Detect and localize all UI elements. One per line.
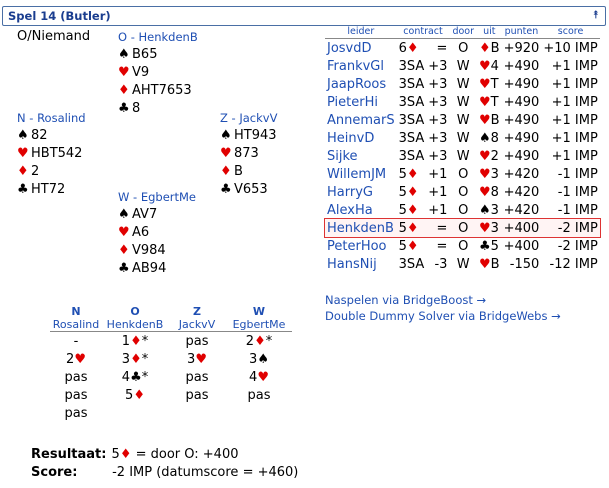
declarer: W bbox=[456, 130, 470, 146]
player-link[interactable]: AnnemarS bbox=[327, 112, 395, 128]
west-spades: 82 bbox=[31, 128, 48, 143]
result-level: 5 bbox=[111, 447, 120, 462]
club-icon: ♣ bbox=[130, 369, 142, 385]
bid-cell bbox=[50, 386, 102, 404]
player-link[interactable]: WillemJM bbox=[327, 166, 387, 182]
overtricks: +3 bbox=[428, 76, 448, 92]
contract-level: 5 bbox=[398, 202, 407, 218]
south-spades: AV7 bbox=[132, 207, 158, 222]
heart-icon: ♥ bbox=[479, 94, 491, 110]
heart-icon: ♥ bbox=[257, 369, 269, 385]
overtricks: -3 bbox=[434, 256, 448, 272]
imp-score: -1 IMP bbox=[557, 184, 598, 200]
bid-seat-n: N bbox=[71, 305, 81, 318]
lead-suit bbox=[477, 75, 491, 93]
lead-card: 8 bbox=[490, 184, 499, 200]
collapse-icon[interactable]: ⯭ bbox=[592, 8, 599, 21]
heart-icon: ♥ bbox=[479, 220, 491, 236]
west-hearts: HBT542 bbox=[31, 146, 83, 161]
title-bar bbox=[2, 6, 606, 26]
declarer: O bbox=[458, 40, 469, 56]
bid-value: pas bbox=[64, 387, 88, 403]
results-row bbox=[325, 201, 600, 219]
contract-cell bbox=[397, 39, 427, 58]
south-clubs: AB94 bbox=[132, 261, 167, 276]
club-icon: ♣ bbox=[118, 101, 130, 116]
overtricks: +3 bbox=[428, 58, 448, 74]
declarer: O bbox=[458, 184, 469, 200]
contract-cell bbox=[397, 237, 427, 255]
diamond-icon: ♦ bbox=[254, 333, 266, 349]
contract-level: 6 bbox=[398, 40, 407, 56]
contract-cell bbox=[397, 93, 427, 111]
contract-cell bbox=[397, 183, 427, 201]
overtricks: +3 bbox=[428, 112, 448, 128]
diamond-icon: ♦ bbox=[220, 164, 232, 179]
overtricks: +3 bbox=[428, 148, 448, 164]
overtricks: = bbox=[436, 238, 448, 254]
lead-card: T bbox=[490, 76, 499, 92]
bid-cell bbox=[226, 332, 292, 351]
bid-value: 2 bbox=[66, 351, 75, 367]
bid-cell bbox=[102, 350, 168, 368]
heart-icon: ♥ bbox=[479, 112, 491, 128]
east-hearts: 873 bbox=[234, 146, 259, 161]
diamond-icon: ♦ bbox=[130, 333, 142, 349]
points: +490 bbox=[503, 130, 540, 146]
declarer: W bbox=[456, 58, 470, 74]
lead-card: 3 bbox=[490, 166, 499, 182]
lead-card: 3 bbox=[491, 219, 502, 237]
bid-round bbox=[50, 386, 292, 404]
player-name-south: W - EgbertMe bbox=[118, 190, 197, 204]
bid-cell bbox=[226, 368, 292, 386]
contract-cell bbox=[397, 75, 427, 93]
bid-cell bbox=[226, 404, 292, 422]
lead-suit bbox=[477, 237, 491, 255]
bid-round bbox=[50, 332, 292, 351]
results-row bbox=[325, 255, 600, 273]
south-hearts: A6 bbox=[132, 225, 150, 240]
lead-suit bbox=[477, 111, 491, 129]
diamond-icon: ♦ bbox=[130, 351, 142, 367]
contract-level: 3SA bbox=[398, 256, 425, 272]
spade-icon: ♠ bbox=[257, 351, 269, 367]
contract-cell bbox=[397, 219, 427, 237]
heart-icon: ♥ bbox=[479, 184, 491, 200]
bid-value: 3 bbox=[249, 351, 258, 367]
alert-mark: * bbox=[141, 369, 149, 385]
contract-cell bbox=[397, 165, 427, 183]
col-header-score: score bbox=[541, 25, 599, 39]
overtricks: +3 bbox=[428, 130, 448, 146]
bid-cell bbox=[102, 404, 168, 422]
lead-suit bbox=[477, 201, 491, 219]
points: +490 bbox=[503, 58, 540, 74]
bid-cell bbox=[102, 332, 168, 351]
alert-mark: * bbox=[265, 333, 273, 349]
imp-score: -1 IMP bbox=[557, 166, 598, 182]
bid-cell bbox=[50, 332, 102, 351]
east-diamonds: B bbox=[234, 164, 243, 179]
lead-suit bbox=[477, 39, 491, 58]
imp-score: -1 IMP bbox=[557, 202, 598, 218]
bid-round bbox=[50, 404, 292, 422]
link-dds[interactable]: Double Dummy Solver via BridgeWebs → bbox=[325, 309, 561, 323]
south-diamonds: V984 bbox=[132, 243, 166, 258]
bid-cell bbox=[50, 404, 102, 422]
score-label: Score: bbox=[31, 465, 78, 480]
west-clubs: HT72 bbox=[31, 182, 66, 197]
heart-icon: ♥ bbox=[479, 58, 491, 74]
diamond-icon: ♦ bbox=[119, 447, 132, 462]
bid-value: 2 bbox=[245, 333, 255, 349]
points: +400 bbox=[503, 220, 540, 236]
points: +920 bbox=[503, 40, 540, 56]
bid-value: 3 bbox=[187, 351, 196, 367]
player-link[interactable]: HenkdenB bbox=[325, 219, 397, 237]
bid-seat-z: Z bbox=[193, 305, 201, 318]
bid-cell bbox=[168, 386, 226, 404]
result-label: Resultaat: bbox=[31, 447, 107, 462]
page-title: Spel 14 (Butler) bbox=[8, 9, 111, 23]
results-row bbox=[325, 237, 600, 255]
player-link[interactable]: AlexHa bbox=[327, 202, 373, 218]
bid-value: 5 bbox=[125, 387, 134, 403]
col-header-door: door bbox=[449, 25, 477, 39]
player-name-north: O - HenkdenB bbox=[118, 30, 198, 44]
bid-cell bbox=[226, 350, 292, 368]
contract-level: 5 bbox=[398, 220, 407, 236]
contract-cell bbox=[397, 201, 427, 219]
diamond-icon: ♦ bbox=[406, 202, 419, 218]
overtricks: = bbox=[426, 219, 449, 237]
bid-value: pas bbox=[185, 333, 209, 349]
diamond-icon: ♦ bbox=[118, 83, 130, 98]
north-diamonds: AHT7653 bbox=[132, 83, 192, 98]
diamond-icon: ♦ bbox=[406, 238, 419, 254]
east-spades: HT943 bbox=[234, 128, 277, 143]
results-row bbox=[325, 93, 600, 111]
contract-level: 3SA bbox=[398, 94, 425, 110]
lead-suit bbox=[477, 147, 491, 165]
player-link[interactable]: FrankvGl bbox=[327, 58, 384, 74]
col-header-contract: contract bbox=[397, 25, 450, 39]
heart-icon: ♥ bbox=[479, 256, 491, 272]
results-row bbox=[325, 147, 600, 165]
bid-cell bbox=[168, 350, 226, 368]
player-link[interactable]: JosvdD bbox=[327, 40, 372, 56]
east-clubs: V653 bbox=[234, 182, 268, 197]
diamond-icon: ♦ bbox=[17, 164, 29, 179]
points: +490 bbox=[503, 112, 540, 128]
points: +420 bbox=[503, 184, 540, 200]
player-link[interactable]: Sijke bbox=[327, 148, 358, 164]
club-icon: ♣ bbox=[118, 261, 130, 276]
bid-seat-o: O bbox=[130, 305, 140, 318]
diamond-icon: ♦ bbox=[133, 387, 145, 403]
declarer: W bbox=[456, 256, 470, 272]
bid-player-w: EgbertMe bbox=[226, 318, 292, 332]
club-icon: ♣ bbox=[17, 182, 29, 197]
lead-card: 4 bbox=[490, 58, 499, 74]
bid-player-z: JackvV bbox=[168, 318, 226, 332]
points: +400 bbox=[503, 238, 540, 254]
hand-south bbox=[118, 190, 196, 278]
spade-icon: ♠ bbox=[220, 128, 232, 143]
heart-icon: ♥ bbox=[479, 76, 491, 92]
west-diamonds: 2 bbox=[31, 164, 40, 179]
points: -150 bbox=[509, 256, 540, 272]
score-line bbox=[31, 461, 298, 480]
hand-north bbox=[118, 30, 198, 118]
bid-value: pas bbox=[185, 369, 209, 385]
results-row bbox=[325, 219, 600, 237]
results-header bbox=[325, 25, 600, 39]
bid-value: 4 bbox=[121, 369, 131, 385]
heart-icon: ♥ bbox=[479, 148, 491, 164]
results-row bbox=[325, 129, 600, 147]
north-hearts: V9 bbox=[132, 65, 150, 80]
bid-seat-w: W bbox=[252, 305, 266, 318]
bidding-table bbox=[50, 305, 292, 422]
contract-level: 5 bbox=[398, 184, 407, 200]
diamond-icon: ♦ bbox=[406, 184, 419, 200]
club-icon: ♣ bbox=[220, 182, 232, 197]
imp-score: +10 IMP bbox=[543, 40, 598, 56]
results-row bbox=[325, 165, 600, 183]
declarer: O bbox=[449, 219, 477, 237]
lead-suit bbox=[477, 183, 491, 201]
lead-suit bbox=[477, 129, 491, 147]
contract-level: 3SA bbox=[398, 58, 425, 74]
club-icon: ♣ bbox=[479, 238, 491, 254]
dealer-vulnerability: O/Niemand bbox=[17, 29, 91, 44]
lead-card: 8 bbox=[490, 130, 499, 146]
bid-value: pas bbox=[64, 369, 88, 385]
lead-card: 5 bbox=[490, 238, 499, 254]
heart-icon: ♥ bbox=[220, 146, 232, 161]
results-row bbox=[325, 75, 600, 93]
imp-score: +1 IMP bbox=[551, 76, 598, 92]
points: +490 bbox=[503, 94, 540, 110]
lead-card: 2 bbox=[490, 148, 499, 164]
spade-icon: ♠ bbox=[479, 202, 491, 218]
bid-value: 4 bbox=[249, 369, 258, 385]
lead-suit bbox=[477, 255, 491, 273]
lead-card: B bbox=[490, 256, 500, 272]
alert-mark: * bbox=[141, 351, 149, 367]
bid-value: 3 bbox=[121, 351, 131, 367]
north-spades: B65 bbox=[132, 47, 158, 62]
lead-suit bbox=[477, 165, 491, 183]
bid-value: - bbox=[73, 333, 79, 349]
overtricks: = bbox=[436, 40, 448, 56]
lead-card: T bbox=[490, 94, 499, 110]
bid-cell bbox=[50, 350, 102, 368]
declarer: O bbox=[458, 238, 469, 254]
overtricks: +1 bbox=[428, 166, 448, 182]
contract-cell bbox=[397, 255, 427, 273]
player-link[interactable]: JaapRoos bbox=[327, 76, 387, 92]
bid-cell bbox=[102, 386, 168, 404]
imp-score: +1 IMP bbox=[551, 58, 598, 74]
player-link[interactable]: PieterHi bbox=[327, 94, 378, 110]
bid-cell bbox=[226, 386, 292, 404]
points: +490 bbox=[503, 148, 540, 164]
contract-level: 3SA bbox=[398, 148, 425, 164]
points: +420 bbox=[503, 166, 540, 182]
points: +420 bbox=[503, 202, 540, 218]
contract-level: 3SA bbox=[398, 76, 425, 92]
diamond-icon: ♦ bbox=[406, 220, 419, 236]
heart-icon: ♥ bbox=[74, 351, 86, 367]
contract-level: 3SA bbox=[398, 130, 425, 146]
imp-score: +1 IMP bbox=[551, 148, 598, 164]
imp-score: -12 IMP bbox=[549, 256, 598, 272]
contract-level: 3SA bbox=[398, 112, 425, 128]
heart-icon: ♥ bbox=[118, 65, 130, 80]
bid-value: 1 bbox=[121, 333, 131, 349]
heart-icon: ♥ bbox=[118, 225, 130, 240]
bid-player-n: Rosalind bbox=[50, 318, 102, 332]
diamond-icon: ♦ bbox=[406, 166, 419, 182]
hand-east bbox=[220, 111, 277, 199]
col-header-punten: punten bbox=[502, 25, 542, 39]
imp-score: +1 IMP bbox=[551, 112, 598, 128]
bid-cell bbox=[102, 368, 168, 386]
declarer: W bbox=[456, 112, 470, 128]
alert-mark: * bbox=[141, 333, 149, 349]
bid-round bbox=[50, 368, 292, 386]
score-value: -2 IMP (datumscore = +460) bbox=[112, 465, 299, 480]
diamond-icon: ♦ bbox=[406, 40, 419, 56]
bid-round bbox=[50, 350, 292, 368]
spade-icon: ♠ bbox=[118, 47, 130, 62]
heart-icon: ♥ bbox=[195, 351, 207, 367]
imp-score: -2 IMP bbox=[541, 219, 599, 237]
results-row bbox=[325, 57, 600, 75]
diamond-icon: ♦ bbox=[479, 40, 491, 56]
bid-value: pas bbox=[185, 387, 209, 403]
imp-score: +1 IMP bbox=[551, 94, 598, 110]
bid-cell bbox=[168, 368, 226, 386]
spade-icon: ♠ bbox=[118, 207, 130, 222]
contract-cell bbox=[397, 57, 427, 75]
lead-suit bbox=[477, 57, 491, 75]
contract-cell bbox=[397, 147, 427, 165]
overtricks: +1 bbox=[428, 202, 448, 218]
player-link[interactable]: HeinvD bbox=[327, 130, 375, 146]
results-row bbox=[325, 183, 600, 201]
results-row bbox=[325, 39, 600, 58]
result-detail: = door O: +400 bbox=[131, 447, 239, 462]
col-header-uit: uit bbox=[477, 25, 502, 39]
overtricks: +1 bbox=[428, 184, 448, 200]
declarer: W bbox=[456, 148, 470, 164]
north-clubs: 8 bbox=[132, 101, 141, 116]
player-name-west: N - Rosalind bbox=[17, 111, 86, 125]
imp-score: +1 IMP bbox=[551, 130, 598, 146]
result-line bbox=[31, 443, 239, 462]
hand-west bbox=[17, 111, 86, 199]
results-table bbox=[325, 25, 600, 273]
spade-icon: ♠ bbox=[479, 130, 491, 146]
declarer: O bbox=[458, 202, 469, 218]
bid-player-o: HenkdenB bbox=[102, 318, 168, 332]
player-link[interactable]: HarryG bbox=[327, 184, 373, 200]
lead-card: B bbox=[490, 112, 500, 128]
points: +490 bbox=[503, 76, 540, 92]
player-name-east: Z - JackvV bbox=[220, 111, 278, 125]
declarer: O bbox=[458, 166, 469, 182]
lead-suit bbox=[477, 93, 491, 111]
heart-icon: ♥ bbox=[479, 166, 491, 182]
lead-suit bbox=[477, 219, 491, 237]
diamond-icon: ♦ bbox=[118, 243, 130, 258]
col-header-leider: leider bbox=[325, 25, 397, 39]
contract-cell bbox=[397, 129, 427, 147]
overtricks: +3 bbox=[428, 94, 448, 110]
link-bridgeboost[interactable]: Naspelen via BridgeBoost → bbox=[325, 293, 487, 307]
imp-score: -2 IMP bbox=[557, 238, 598, 254]
results-row bbox=[325, 111, 600, 129]
declarer: W bbox=[456, 94, 470, 110]
declarer: W bbox=[456, 76, 470, 92]
bid-value: pas bbox=[64, 405, 88, 421]
bid-cell bbox=[168, 404, 226, 422]
player-link[interactable]: PeterHoo bbox=[327, 238, 387, 254]
bid-cell bbox=[50, 368, 102, 386]
player-link[interactable]: HansNij bbox=[327, 256, 377, 272]
bid-cell bbox=[168, 332, 226, 351]
contract-cell bbox=[397, 111, 427, 129]
spade-icon: ♠ bbox=[17, 128, 29, 143]
contract-level: 5 bbox=[398, 238, 407, 254]
lead-card: B bbox=[490, 40, 500, 56]
contract-level: 5 bbox=[398, 166, 407, 182]
bid-value: pas bbox=[247, 387, 271, 403]
heart-icon: ♥ bbox=[17, 146, 29, 161]
lead-card: 3 bbox=[490, 202, 499, 218]
